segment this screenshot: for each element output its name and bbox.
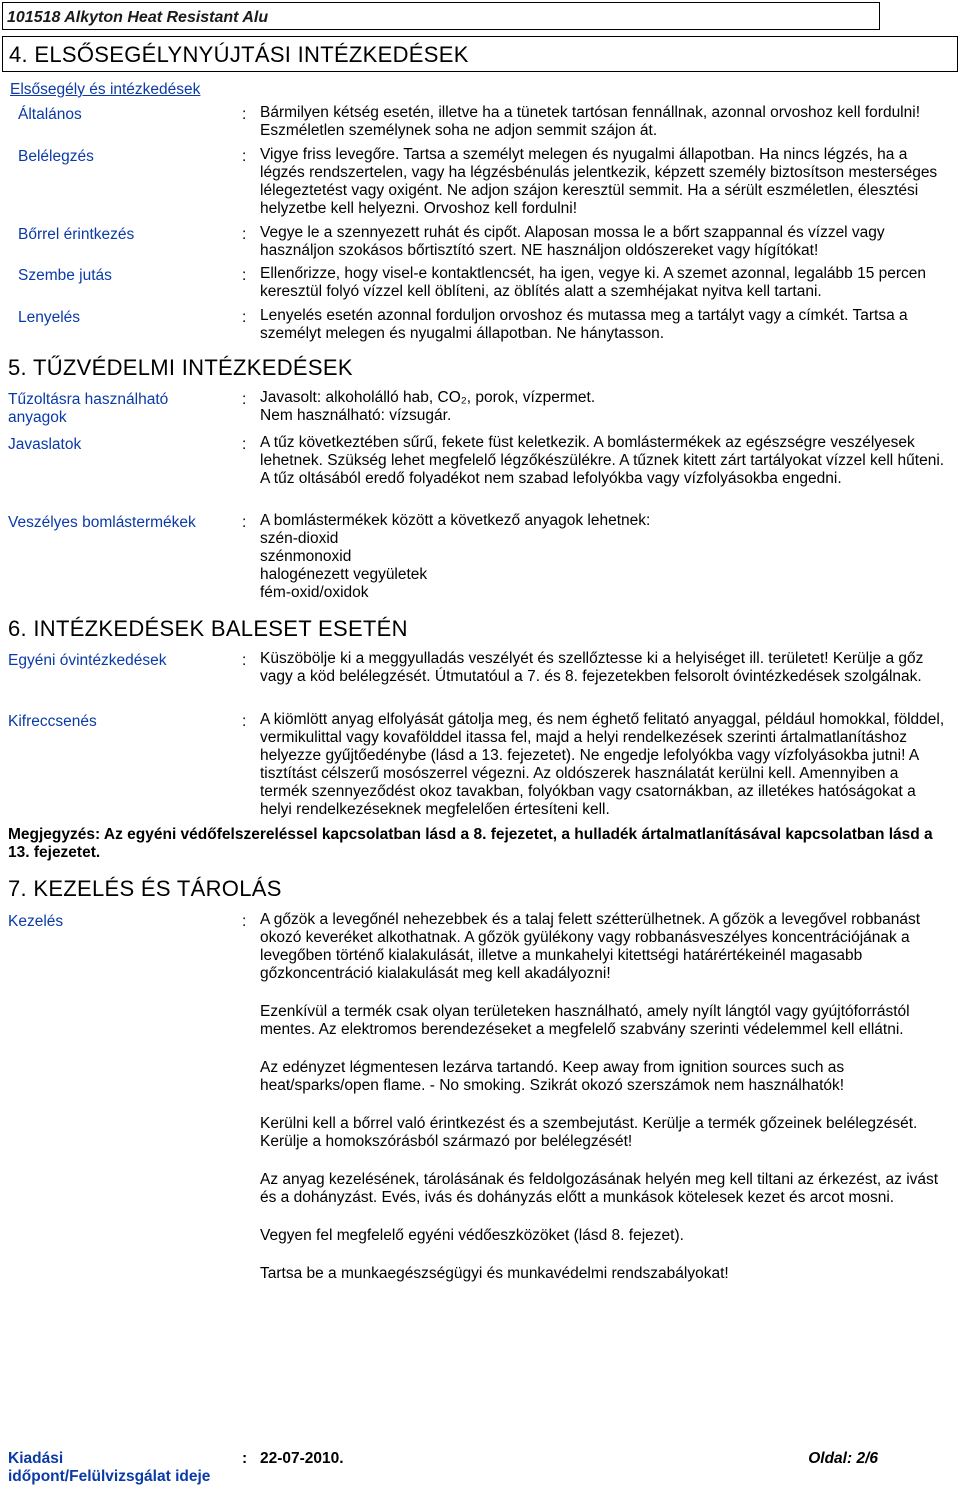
kezeles-paragraph: Az anyag kezelésének, tárolásának és feldolgozásának helyén meg kell tiltani az érkezést, az ivást és a dohányzást. Evés, ivás és dohányzás előtt a munkások kötelesek kezet és arcot mosni. [260,1171,939,1206]
label-lenyeles: Lenyelés [18,309,81,326]
colon: : [242,514,247,531]
value-line: halogénezett vegyületek [260,566,428,583]
value-lenyeles: Lenyelés esetén azonnal forduljon orvoshoz és mutassa meg a tartályt vagy a címkét. Tartsa a személyt melegen és nyugalmi állapotban. Ne hánytasson. [260,307,908,342]
section-6-note: Megjegyzés: Az egyéni védőfelszereléssel kapcsolatban lásd a 8. fejezetet, a hulladék ártalmatlanításával kapcsolatban lásd a 13. fejezetet. [8,826,933,861]
value-veszelyes-bomlastermekek [260,512,950,602]
value-szembe-jutas: Ellenőrizze, hogy visel-e kontaktlencsét, ha igen, vegye ki. A szemet azonnal, legalább 15 percen keresztül folyó vízzel kell öblíteni, az öblítés alatt a szemhéjakat nyitva kell tartani. [260,265,927,300]
label-szembe-jutas: Szembe jutás [18,267,112,284]
value-belelegzes: Vigye friss levegőre. Tartsa a személyt melegen és nyugalmi állapotban. Ha nincs légzés, ha a légzés rendszertelen, vagy ha légzésbénulás jelentkezik, képzett személy biztosítson mesterséges lélegeztetést vagy oxigént. Ne adjon szájon keresztül semmit. Ha a sérült eszméletlen, élesztési helyzetbe kell helyezni. Orvoshoz kell fordulni! [260,146,938,217]
label-kifreccsenes: Kifreccsenés [8,713,97,730]
colon: : [242,309,247,326]
value-tuzoltasra [260,389,950,425]
footer-label: Kiadási időpont/Felülvizsgálat ideje [8,1450,211,1485]
label-kezeles: Kezelés [8,913,64,930]
value-kifreccsenes: A kiömlött anyag elfolyását gátolja meg, és nem éghető felitató anyaggal, például homokkal, földdel, vermikulittal vagy kovafölddel itassa fel, majd a helyi rendelkezések szerinti ártalmatlanításhoz helyezze gyűjtőedénybe (lásd a 13. fejezetet). Ne engedje lefolyókba vagy vízfolyásokba jutni! A tisztítást célszerű mosószerrel végezni. Az oldószerek használatát kerülni kell. Amennyiben a termék szennyeződést okoz tavakban, folyókban vagy csatornákban, az illetékes hatóságokat a helyi rendelkezéseknek megfelelően értesíteni kell. [260,711,945,818]
colon: : [242,226,247,243]
value-line: szén-dioxid [260,530,339,547]
kezeles-paragraph: Ezenkívül a termék csak olyan területeken használható, amely nyílt lángtól vagy gyújtóforrástól mentes. Az elektromos berendezéseket a megfelelő szabvány szerinti védelemmel kell ellátni. [260,1003,910,1038]
value-egyeni-ovintezkedesek: Küszöbölje ki a meggyulladás veszélyét és szellőztesse ki a helyiséget ill. területet! Kerülje a gőz vagy a köd belélegzését. Útmutatóul a 7. és 8. fejezetekben felsorolt óvintézkedések szolgálnak. [260,650,924,685]
label-veszelyes-bomlastermekek: Veszélyes bomlástermékek [8,514,196,531]
colon: : [242,391,247,408]
value-line: fém-oxid/oxidok [260,584,369,601]
label-tuzoltasra: Tűzoltásra használható anyagok [8,391,169,426]
value-line: Javasolt: alkoholálló hab, CO₂, porok, vízpermet. [260,389,596,406]
label-altalanos: Általános [18,106,82,123]
footer-colon: : [242,1450,248,1467]
value-line: Nem használható: vízsugár. [260,407,452,424]
kezeles-paragraph: Vegyen fel megfelelő egyéni védőeszközöket (lásd 8. fejezet). [260,1227,684,1244]
section-6-title: 6. INTÉZKEDÉSEK BALESET ESETÉN [8,616,408,641]
kezeles-paragraph: Tartsa be a munkaegészségügyi és munkavédelmi rendszabályokat! [260,1265,729,1282]
value-kezeles [260,911,950,1283]
section-4-title: 4. ELSŐSEGÉLYNYÚJTÁSI INTÉZKEDÉSEK [9,42,469,67]
kezeles-paragraph: Az edényzet légmentesen lezárva tartandó. Keep away from ignition sources such as heat/sparks/open flame. - No smoking. Szikrát okozó szerszámok nem használhatók! [260,1059,845,1094]
kezeles-paragraph: A gőzök a levegőnél nehezebbek és a talaj felett szétterülhetnek. A gőzök a levegővel robbanást okozó keveréket alkothatnak. A gőzök gyülékony vagy robbanásveszélyes koncentrációjának a levegőben történő kialakulását, illetve a munkahelyi kitettségi határértékeinél magasabb gőzkoncentráció kialakulását meg kell akadályozni! [260,911,921,982]
kezeles-paragraph: Kerülni kell a bőrrel való érintkezést és a szembejutást. Kerülje a termék gőzeinek belélegzését. Kerülje a homokszórásból származó por belélegzését! [260,1115,918,1150]
value-borrel-erintkezes: Vegye le a szennyezett ruhát és cipőt. Alaposan mossa le a bőrt szappannal és vízzel vagy használjon szokásos bőrtisztító szert. NE használjon oldószereket vagy hígítókat! [260,224,885,259]
section-5-title: 5. TŰZVÉDELMI INTÉZKEDÉSEK [8,355,353,380]
page-number: Oldal: 2/6 [808,1450,878,1467]
value-line: szénmonoxid [260,548,352,565]
colon: : [242,913,247,930]
label-belelegzes: Belélegzés [18,148,94,165]
colon: : [242,267,247,284]
footer-date: 22-07-2010. [260,1450,344,1467]
colon: : [242,148,247,165]
value-javaslatok: A tűz következtében sűrű, fekete füst keletkezik. A bomlástermékek az egészségre veszélyesek lehetnek. Szükség lehet megfelelő légzőkészülékre. A tűznek kitett zárt tartályokat vízzel kell hűteni. A tűz oltásából eredő folyadékot nem szabad lefolyókba vagy vízfolyásokba engedni. [260,434,945,487]
section-7-title: 7. KEZELÉS ÉS TÁROLÁS [8,876,282,901]
label-borrel-erintkezes: Bőrrel érintkezés [18,226,135,243]
colon: : [242,106,247,123]
document-title: 101518 Alkyton Heat Resistant Alu [7,9,269,26]
value-altalanos: Bármilyen kétség esetén, illetve ha a tünetek tartósan fennállnak, azonnal orvoshoz kell fordulni! Eszméletlen személynek soha ne adjon semmit szájon át. [260,104,920,139]
colon: : [242,713,247,730]
colon: : [242,436,247,453]
label-javaslatok: Javaslatok [8,436,82,453]
value-line: A bomlástermékek között a következő anyagok lehetnek: [260,512,651,529]
section-4-header [2,36,958,72]
label-egyeni-ovintezkedesek: Egyéni óvintézkedések [8,652,167,669]
document-header [2,2,880,30]
section-4-subtitle: Elsősegély és intézkedések [10,81,201,98]
colon: : [242,652,247,669]
